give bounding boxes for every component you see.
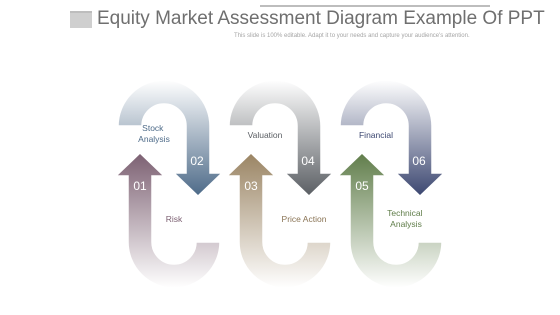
step-number-02: 02 xyxy=(190,154,204,168)
step-label-01: Risk xyxy=(165,214,183,224)
step-label-02-line-1: Stock xyxy=(142,123,164,133)
step-label-06: Financial xyxy=(358,130,394,140)
step-label-02-line-2: Analysis xyxy=(138,134,170,144)
step-number-06: 06 xyxy=(412,154,426,168)
step-number-03: 03 xyxy=(244,179,258,193)
step-number-01: 01 xyxy=(133,179,147,193)
step-number-05: 05 xyxy=(355,179,369,193)
step-number-04: 04 xyxy=(301,154,315,168)
step-label-02 xyxy=(138,123,170,144)
step-label-04: Valuation xyxy=(247,130,283,140)
page-title: Equity Market Assessment Diagram Example Of PPT xyxy=(97,8,545,29)
step-label-05-line-2: Analysis xyxy=(390,219,422,229)
page-subtitle: This slide is 100% editable. Adapt it to your needs and capture your audience's attention. xyxy=(234,33,470,39)
step-label-05 xyxy=(387,208,425,229)
step-label-03: Price Action xyxy=(281,214,327,224)
step-label-05-line-1: Technical xyxy=(387,208,423,218)
